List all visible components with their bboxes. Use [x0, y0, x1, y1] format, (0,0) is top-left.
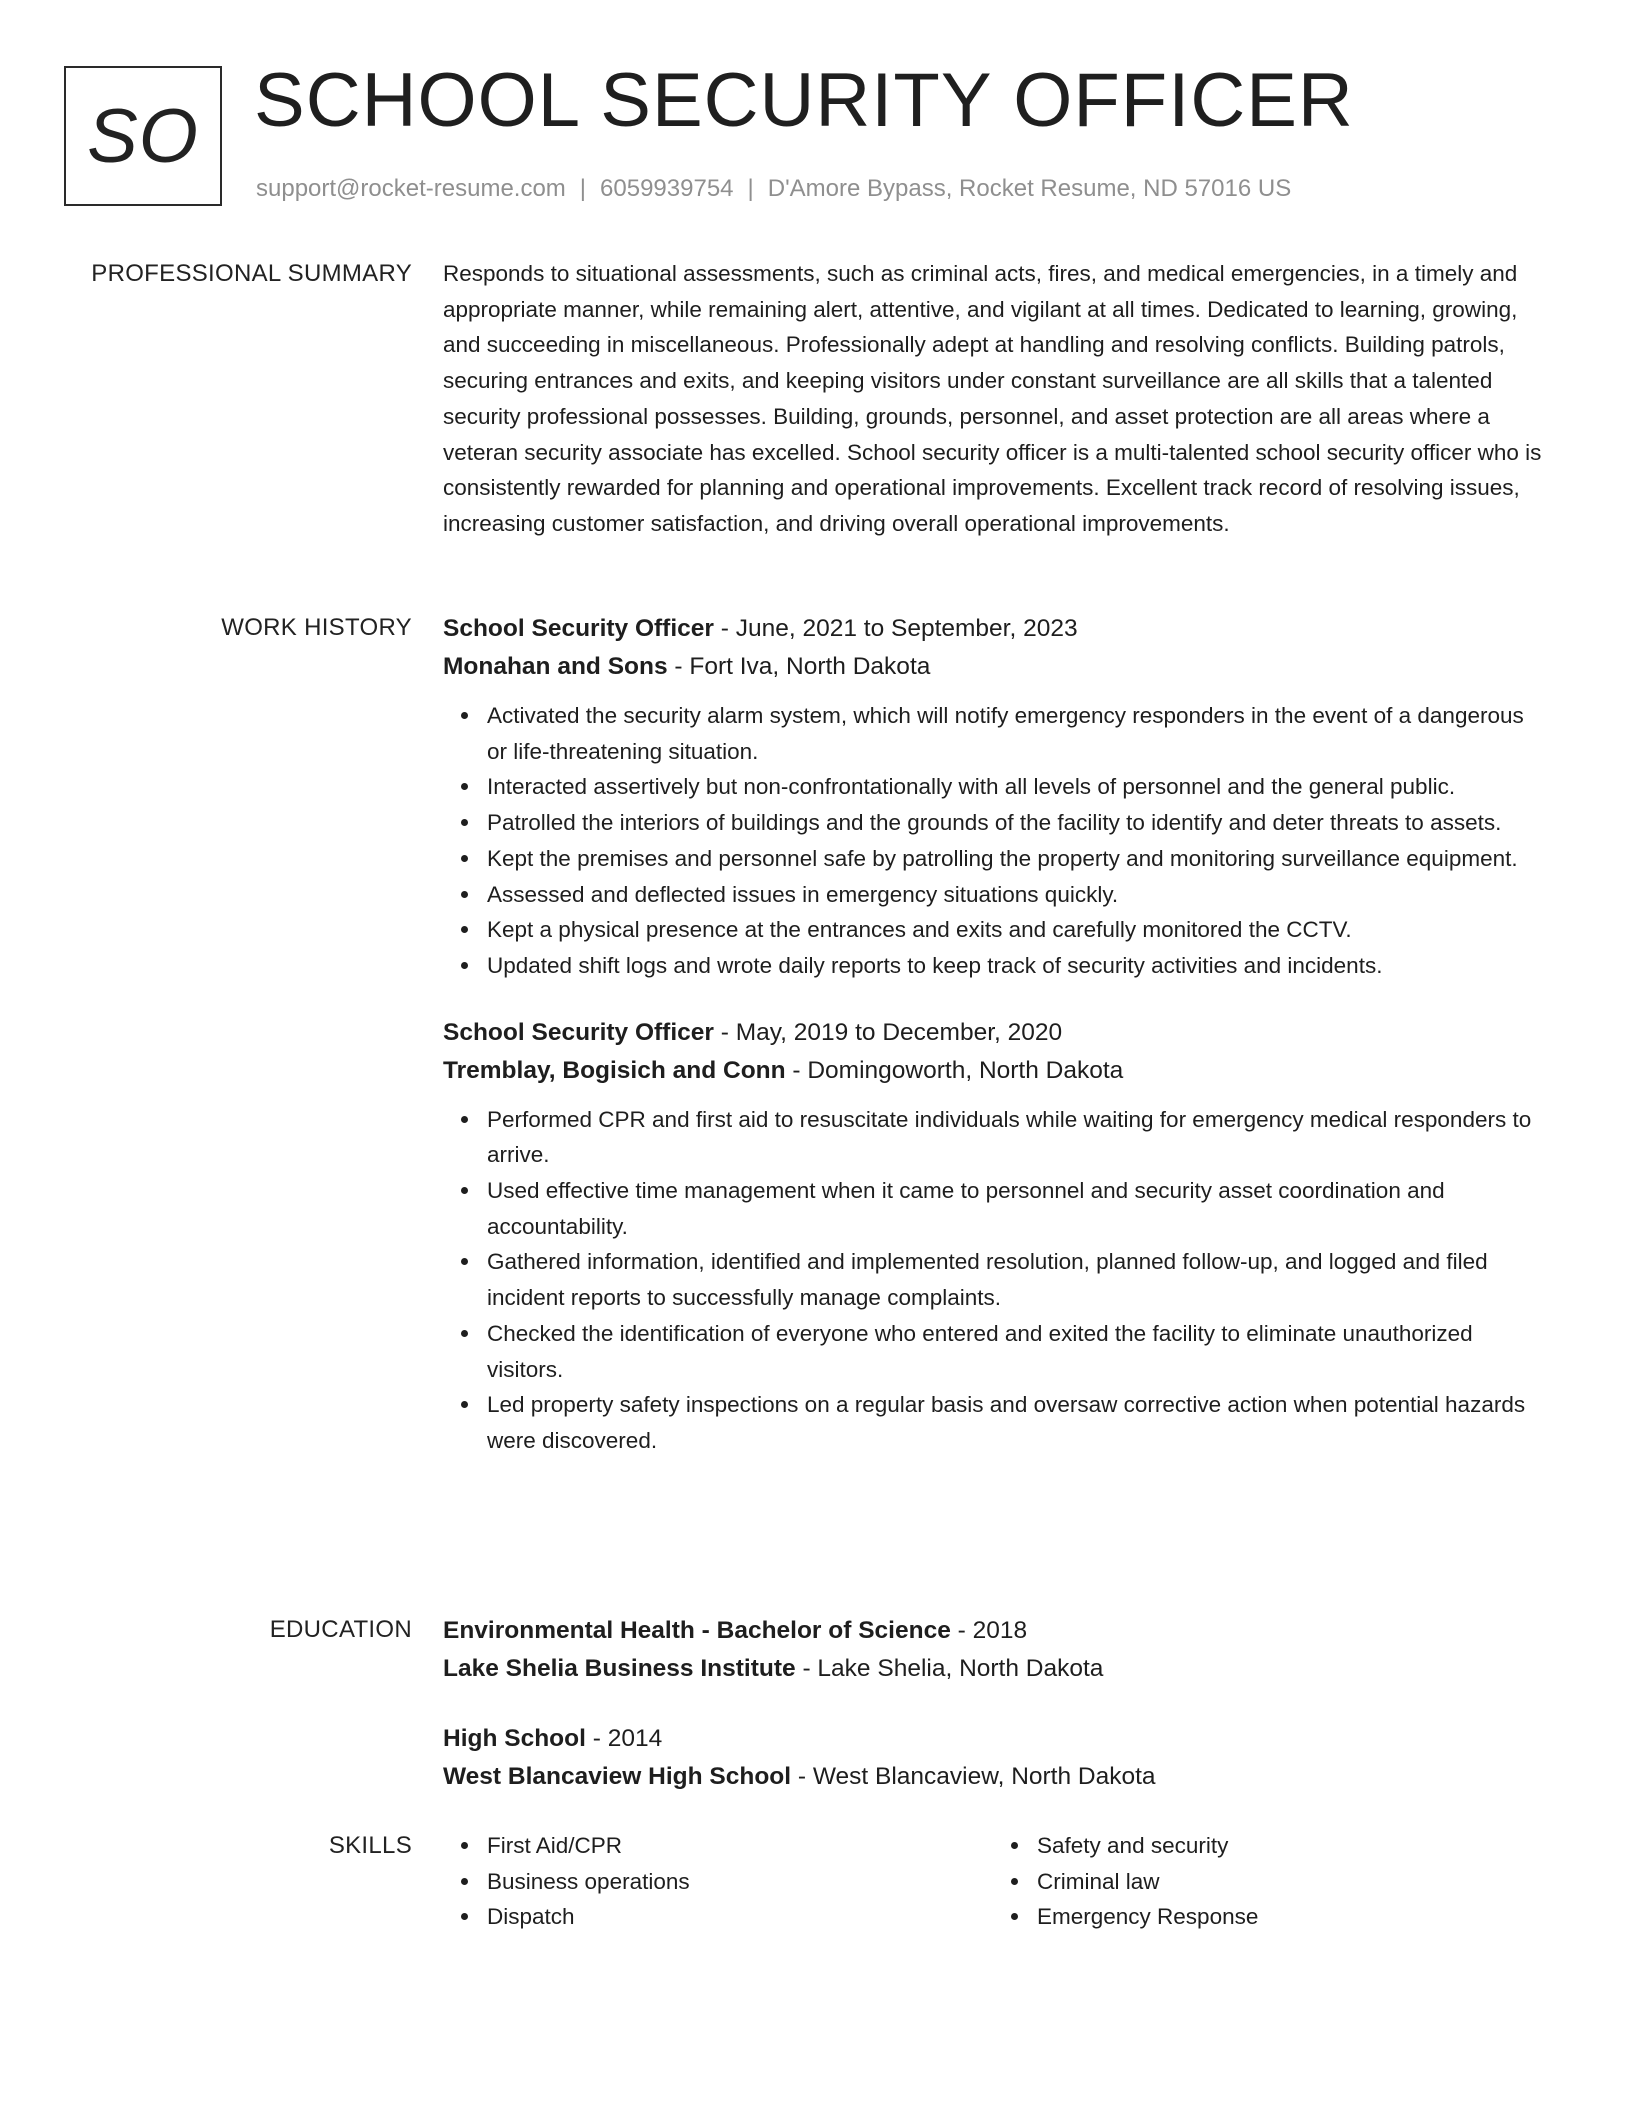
list-item: Used effective time management when it came to personnel and security asset coordination and accountability.: [487, 1173, 1543, 1244]
monogram-text: SO: [87, 93, 199, 179]
skill-item: Emergency Response: [1037, 1899, 1537, 1935]
skill-item: Business operations: [487, 1864, 987, 1900]
contact-separator: |: [579, 175, 587, 202]
list-item: Patrolled the interiors of buildings and the grounds of the facility to identify and deter threats to assets.: [487, 805, 1543, 841]
skill-item: First Aid/CPR: [487, 1828, 987, 1864]
education-school-line: [443, 1650, 1543, 1688]
education-year: - 2014: [585, 1725, 663, 1752]
skills-body: [443, 1828, 1543, 1935]
education-entry: [443, 1720, 1543, 1796]
summary-text: Responds to situational assessments, such as criminal acts, fires, and medical emergencies, in a timely and appropriate manner, while remaining alert, attentive, and vigilant at all times. Dedicated to learning, growing, and succeeding in miscellaneous. Professionally adept at handling and resolving conflicts. Building patrols, securing entrances and exits, and keeping visitors under constant surveillance are all skills that a talented security professional possesses. Building, grounds, personnel, and asset protection are all areas where a veteran security associate has excelled. School security officer is a multi-talented school security officer who is consistently rewarded for planning and operational improvements. Excellent track record of resolving issues, increasing customer satisfaction, and driving overall operational improvements.: [443, 261, 1542, 536]
summary-body: [443, 256, 1543, 542]
job-company-line: [443, 1052, 1543, 1090]
list-item: Gathered information, identified and implemented resolution, planned follow-up, and logged and filed incident reports to successfully manage complaints.: [487, 1244, 1543, 1315]
list-item: Kept the premises and personnel safe by patrolling the property and monitoring surveillance equipment.: [487, 841, 1543, 877]
job-dates: - June, 2021 to September, 2023: [713, 615, 1078, 642]
list-item: Checked the identification of everyone who entered and exited the facility to eliminate unauthorized visitors.: [487, 1316, 1543, 1387]
summary-heading: PROFESSIONAL SUMMARY: [91, 260, 412, 287]
job-entry: [443, 610, 1543, 984]
education-location: - West Blancaview, North Dakota: [791, 1763, 1156, 1790]
job-location: - Fort Iva, North Dakota: [667, 653, 931, 680]
job-title: School Security Officer: [443, 1018, 714, 1046]
contact-phone[interactable]: 6059939754: [600, 175, 734, 202]
job-entry: [443, 1014, 1543, 1459]
skill-item: Criminal law: [1037, 1864, 1537, 1900]
job-company: Tremblay, Bogisich and Conn: [443, 1056, 786, 1084]
skills-list-left: [443, 1828, 987, 1935]
education-school-line: [443, 1758, 1543, 1796]
job-company-line: [443, 648, 1543, 686]
job-dates: - May, 2019 to December, 2020: [713, 1018, 1063, 1046]
skills-columns: [443, 1828, 1543, 1935]
job-company: Monahan and Sons: [443, 653, 668, 680]
education-year: - 2018: [950, 1617, 1028, 1644]
monogram-badge: [64, 66, 222, 206]
skills-heading: SKILLS: [328, 1832, 412, 1859]
contact-line: [256, 174, 1291, 204]
list-item: Assessed and deflected issues in emergency situations quickly.: [487, 877, 1543, 913]
job-title-line: [443, 610, 1543, 648]
contact-email[interactable]: support@rocket-resume.com: [256, 175, 566, 202]
work-history-heading: WORK HISTORY: [221, 614, 412, 641]
list-item: Led property safety inspections on a regular basis and oversaw corrective action when potential hazards were discovered.: [487, 1387, 1543, 1458]
education-school: West Blancaview High School: [443, 1763, 792, 1790]
education-degree-line: [443, 1720, 1543, 1758]
education-body: [443, 1612, 1543, 1796]
work-history-body: [443, 610, 1543, 1459]
list-item: Performed CPR and first aid to resuscitate individuals while waiting for emergency medical responders to arrive.: [487, 1102, 1543, 1173]
job-duties-list: [443, 698, 1543, 984]
contact-separator: |: [747, 175, 754, 202]
job-duties-list: [443, 1102, 1543, 1459]
list-item: Updated shift logs and wrote daily reports to keep track of security activities and incidents.: [487, 948, 1543, 984]
education-degree: High School: [443, 1725, 586, 1752]
job-title: School Security Officer: [443, 615, 714, 642]
list-item: Interacted assertively but non-confrontationally with all levels of personnel and the general public.: [487, 769, 1543, 805]
contact-address: D'Amore Bypass, Rocket Resume, ND 57016 US: [767, 175, 1292, 202]
resume-title: SCHOOL SECURITY OFFICER: [254, 58, 1354, 143]
education-location: - Lake Shelia, North Dakota: [795, 1655, 1104, 1682]
education-degree: Environmental Health - Bachelor of Science: [443, 1617, 951, 1644]
skill-item: Dispatch: [487, 1899, 987, 1935]
skill-item: Safety and security: [1037, 1828, 1537, 1864]
job-title-line: [443, 1014, 1543, 1052]
education-entry: [443, 1612, 1543, 1688]
education-school: Lake Shelia Business Institute: [443, 1655, 796, 1682]
list-item: Kept a physical presence at the entrances and exits and carefully monitored the CCTV.: [487, 912, 1543, 948]
list-item: Activated the security alarm system, which will notify emergency responders in the event of a dangerous or life-threatening situation.: [487, 698, 1543, 769]
education-heading: EDUCATION: [269, 1616, 412, 1643]
education-degree-line: [443, 1612, 1543, 1650]
job-location: - Domingoworth, North Dakota: [785, 1056, 1124, 1084]
skills-list-right: [987, 1828, 1537, 1935]
